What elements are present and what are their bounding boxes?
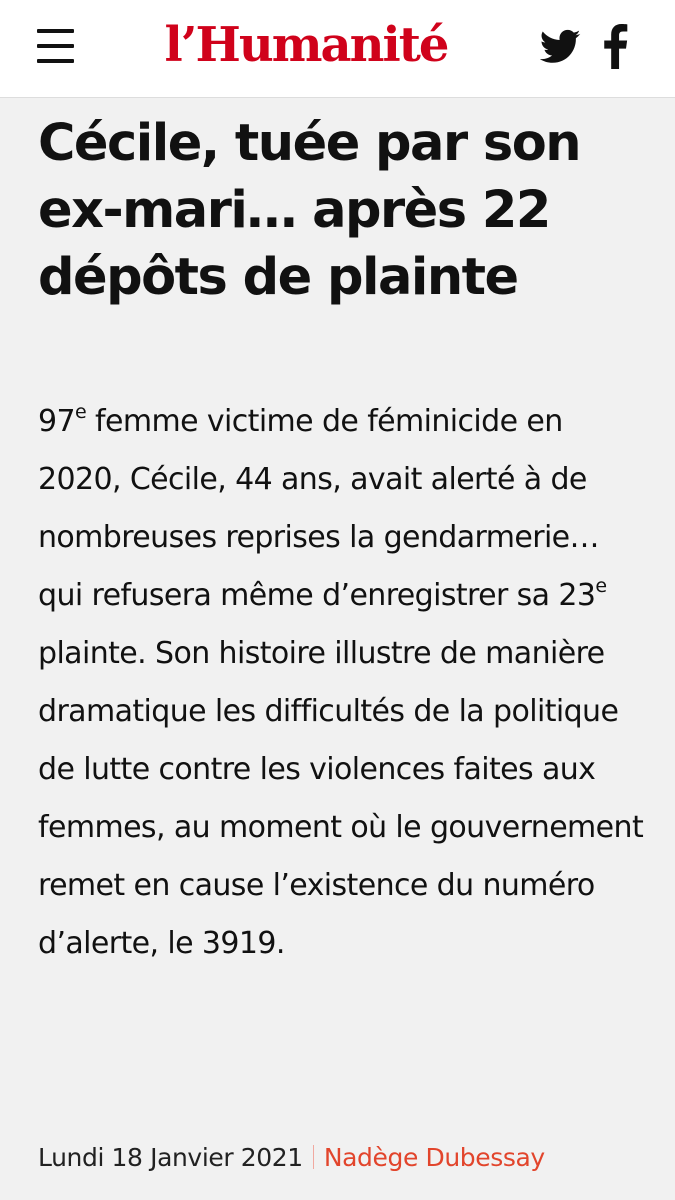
article-meta — [38, 1138, 648, 1178]
article-title: Cécile, tuée par son ex-mari… après 22 dépôts de plainte — [38, 114, 581, 307]
hamburger-menu-icon[interactable] — [37, 29, 74, 63]
lede-complaint-number: 23 — [558, 578, 596, 613]
meta-separator — [313, 1145, 314, 1169]
author-link[interactable]: Nadège Dubessay — [323, 1143, 545, 1172]
site-header — [0, 0, 675, 98]
facebook-icon[interactable] — [603, 24, 628, 69]
article — [38, 110, 648, 973]
lede-text-part: femme victime de féminicide en 2020, Cécile, 44 ans, avait alerté à de nombreuses reprises la gendarmerie… qui refusera même d’enregistrer sa — [38, 404, 599, 613]
twitter-icon[interactable] — [540, 29, 581, 65]
site-logo[interactable]: l’Humanité — [164, 17, 448, 73]
lede-complaint-suffix: e — [595, 575, 607, 597]
lede-ordinal-number: 97 — [38, 404, 75, 439]
lede-text-end: plainte. Son histoire illustre de manière dramatique les difficultés de la politique de lutte contre les violences faites aux femmes, au moment où le gouvernement remet en cause l’existence du numéro d’alerte, le 3919. — [38, 636, 644, 961]
article-lede — [38, 393, 648, 973]
lede-ordinal-suffix: e — [74, 401, 87, 423]
publication-date: Lundi 18 Janvier 2021 — [38, 1143, 303, 1172]
